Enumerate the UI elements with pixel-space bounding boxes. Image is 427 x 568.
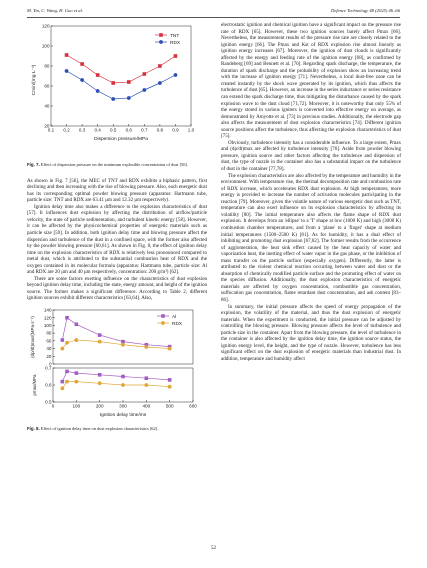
- fig7-x-tick-label: 0.3: [78, 127, 86, 133]
- fig7-point-rdx: [111, 97, 115, 101]
- fig8-bottom-y-tick-label: 0.6: [45, 382, 52, 388]
- fig7-y-axis-label: Cmin/(mg·L⁻¹): [32, 64, 37, 96]
- fig7-point-rdx: [96, 89, 100, 93]
- fig7-y-tick-label: 120: [41, 23, 50, 29]
- fig7-point-tnt: [96, 73, 100, 77]
- fig7-point-rdx: [80, 78, 84, 82]
- fig8-x-tick-label: 400: [142, 403, 151, 409]
- fig7-point-tnt: [127, 80, 131, 84]
- fig7-x-tick-label: 0.7: [141, 127, 148, 133]
- fig8-bottom-point-al: [168, 378, 172, 382]
- fig8-bottom-point-al: [145, 376, 149, 380]
- fig8-top-point-rdx: [98, 340, 102, 344]
- fig8-top-point-rdx: [144, 345, 148, 349]
- fig7-point-tnt: [65, 53, 69, 57]
- left-paragraph-2: Ignition delay time also makes a difference to the explosion characteristics of dust [57]. It influences dust explosion by affecting the distribution of airflow/particle velocity, the state of particle sedimentation, and turbulent kinetic energy [58]. However, it can be affected by the physicochemical properties of energetic materials such as particle size [59]. In addition, both ignition delay time and blowing pressure affect the dispersion and turbulence of the dust in a confined space, with the former also affected by the powder blowing pressure [60,61]. As shown in Fig. 8, the effect of ignition delay time on the explosion characteristics of RDX is relatively less pronounced compared to metal dust, which is attributed to the substantial combustion heat of RDX and the oxygen contained in its molecular formula (apparatus: Hartmann tube, particle size: Al and RDX are 20 μm and 40 μm respectively, concentration: 200 g/m³) [62].: [27, 203, 207, 276]
- fig8-top-y-label: (dp/dt)max/(MPa·s⁻¹): [30, 316, 35, 358]
- fig8-bottom-y-tick-label: 0.5: [45, 399, 52, 405]
- fig8-x-tick-label: 0: [51, 403, 55, 409]
- fig7-x-tick-label: 0.8: [156, 127, 164, 133]
- fig7-point-rdx: [65, 69, 69, 73]
- fig7-y-tick-label: 80: [44, 63, 50, 69]
- fig8-top-point-al: [75, 322, 79, 326]
- left-column: [27, 22, 207, 432]
- fig8-top-point-rdx: [65, 341, 69, 345]
- header-journal: Defence Technology 48 (2025) 46–66: [331, 8, 400, 13]
- left-paragraph-3: There are some factors exerting influence on the characteristics of dust explosion beyond ignition delay time, including the state, energy amount, and height of the ignition source. The former makes a significant difference. According to Table 2, different ignition sources exhibit different characteristics [63,64]. Also,: [27, 275, 207, 302]
- fig8-legend: [157, 314, 183, 327]
- fig8-top-point-rdx: [121, 343, 125, 347]
- fig7-caption-text: Effect of dispersion pressure on the minimum explosible concentration of dust [56].: [40, 162, 189, 167]
- fig8-legend-rdx: RDX: [172, 321, 183, 327]
- fig7-caption-label: Fig. 7.: [27, 162, 40, 167]
- fig8-top-series-line-rdx: [62, 340, 169, 348]
- fig7-point-tnt: [143, 72, 147, 76]
- fig8-top-point-al: [65, 316, 69, 320]
- fig8-x-tick-label: 100: [72, 403, 81, 409]
- fig8-top-point-rdx: [60, 347, 64, 351]
- fig7-legend-rdx: RDX: [170, 40, 181, 46]
- figure-7-caption: [27, 162, 207, 168]
- fig8-legend-al: Al: [172, 314, 177, 320]
- fig8-bottom-series-line-al: [62, 371, 169, 381]
- fig8-x-tick-label: 500: [165, 403, 174, 409]
- fig7-point-tnt: [111, 81, 115, 85]
- fig7-point-tnt: [80, 62, 84, 66]
- fig8-bottom-point-al: [65, 370, 69, 374]
- left-paragraph-1: As shown in Fig. 7 [56], the MEC of TNT and RDX exhibits a biphasic pattern, first declining and then increasing with the rise of blowing pressure. Also, each energetic dust has its corresponding optimal powder blowing pressure (apparatus: Hartmann tube, particle size: TNT and RDX are 63.41 μm and 12.32 μm respectively).: [27, 177, 207, 204]
- fig8-bottom-point-rdx: [144, 383, 148, 387]
- fig8-top-series-line-al: [62, 318, 169, 347]
- fig7-x-tick-label: 0.1: [47, 127, 55, 133]
- fig8-bottom-point-rdx: [60, 386, 64, 390]
- fig8-top-y-tick-label: 120: [43, 315, 52, 321]
- fig8-bottom-point-rdx: [74, 380, 78, 384]
- fig8-top-y-tick-label: 80: [46, 330, 52, 336]
- fig8-bottom-point-rdx: [98, 381, 102, 385]
- fig7-x-tick-label: 1.0: [187, 127, 195, 133]
- right-paragraph-4: In summary, the initial pressure affects the speed of energy propagation of the explosion, the volatility of the material, and thus the dust explosion of energetic materials. When the experiment is conducted, the initial pressure can be adjusted by controlling the blowing pressure. Blowing pressure affects the level of turbulence and particle size in the container. Apart from the blowing pressure, the level of turbulence in the container is also affected by the ignition delay time, the ignition source status, the ignition energy level, the height, and the type of nozzle. However, turbulence has less significant effect on the dust explosion of energetic materials than industrial dust. In addition, temperature and humidity affect: [221, 303, 401, 362]
- page-number: 52: [211, 546, 216, 551]
- fig8-bottom-point-al: [98, 373, 102, 377]
- fig8-bottom-point-rdx: [65, 380, 69, 384]
- fig7-x-axis-label: Dispersion pressure/MPa: [94, 137, 148, 142]
- fig8-top-y-tick-label: 140: [43, 307, 52, 313]
- fig7-point-tnt: [174, 54, 178, 58]
- fig7-series-line-rdx: [67, 71, 176, 99]
- fig7-y-tick-label: 40: [44, 103, 50, 109]
- fig8-x-tick-label: 600: [189, 403, 197, 409]
- fig7-point-rdx: [142, 88, 146, 92]
- fig7-y-tick-label: 60: [44, 83, 50, 89]
- fig8-top-point-rdx: [168, 347, 172, 351]
- fig7-point-tnt: [158, 64, 162, 68]
- fig8-x-tick-label: 200: [95, 403, 104, 409]
- fig8-x-axis-label: Ignition delay time/ms: [99, 412, 147, 418]
- fig8-bottom-point-al: [61, 380, 65, 384]
- fig7-x-tick-label: 0.4: [94, 127, 101, 133]
- fig7-y-tick-label: 100: [41, 43, 50, 49]
- fig7-x-tick-label: 0.5: [110, 127, 117, 133]
- fig7-legend: [155, 33, 181, 46]
- fig7-y-tick-label: 20: [44, 123, 50, 129]
- fig7-point-rdx: [158, 81, 162, 85]
- right-paragraph-3: The explosion characteristics are also affected by the temperature and humidity in the environment. With temperature rise, the thermal decomposition rate and combustion rate of RDX increase, which accelerates RDX dust explosion. At high temperatures, more energy is provided to increase the number of activation molecules participating in the reaction [79]. Moreover, given the volatile nature of various energetic dust such as TNT, temperature can also exert influence on its explosion characteristics by affecting its volatility [80]. The initial temperature also affects the flame shape of RDX dust explosion. It develops from an 'ellipse' to a 'T' shape at low (1000 K) and high (3000 K) combustion chamber temperatures, and from a 'plane' to a 'finger' shape at medium initial temperatures (1500–2500 K) [81]. As for humidity, it has a dual effect of inhibiting and promoting dust explosion [67,82]. The former results from the occurrence of agglomeration, the heat sink effect caused by the heat capacity of water and vaporization heat, the inerting effect of water vapor in the gas phase, or the inhibition of mass transfer on the particle surface (especially oxygen). Differently, the latter is attributed to the violent chemical reaction occurring between water and dust or the absorption of chemically modified particle surface and the promoting effect of water on the species diffusion. Additionally, the dust explosion characteristics of energetic materials are affected by oxygen concentration, combustible gas concentration, suffocation gas concentration, flame retardant dust concentration, and ash content [83–86].: [221, 172, 401, 303]
- figure-8-chart: [27, 306, 207, 424]
- fig7-x-tick-label: 0.6: [125, 127, 132, 133]
- right-paragraph-1: electrostatic ignition and chemical ignition have a significant impact on the pressure rise rate of RDX [65]. However, these two ignition sources barely affect Pmax [66]. Nevertheless, the measurement results of the pressure rise rate are closely related to the ignition energy [66]. The Pmax and Kst of RDX explosion rise almost linearly as ignition energy increases [67]. Moreover, the ignition of dust clouds is significantly affected by the energy and feeding rate of the ignition energy [68], as confirmed by Randeberg [69] and Bennett et al. [70]. Regarding spark discharge, the temperature, the duration of spark discharge and the probability of explosion show an increasing trend with the increase of ignition energy [71]. Nevertheless, a local dust-free zone can be created instantly by the shock wave generated by its ignition, which thus affects the turbulence of dust [65]. However, an increase in the series inductance or series resistance can extend the spark discharge time, thus mitigating the disturbance caused by the spark explosion wave to the dust cloud [71,72]. Moreover, it is noteworthy that only 55% of the energy stored in various igniters is converted into effective energy on average, as demonstrated by Amyotte et al. [73] in previous studies. Additionally, the electrode gap also affects the measurement of dust explosion characteristics [74]. Different ignition source positions affect the turbulence, thus affecting the explosion characteristics of dust [75].: [221, 22, 401, 140]
- fig8-x-tick-label: 300: [119, 403, 127, 409]
- fig7-point-rdx: [127, 96, 131, 100]
- header-authors: M. Yin, C. Wang, H. Guo et al.: [27, 8, 84, 13]
- fig8-top-y-tick-label: 60: [46, 338, 52, 344]
- fig8-bottom-point-rdx: [121, 383, 125, 387]
- fig7-point-rdx: [174, 73, 178, 77]
- fig8-bottom-y-tick-label: 0.7: [45, 365, 52, 371]
- right-paragraph-2: Obviously, turbulence intensity has a considerable influence. To a large extent, Pmax and (dp/dt)max are affected by turbulence intensity [76]. Aside from powder blowing pressure, ignition source and other factors affecting the turbulence and dispersion of dust, the type of nozzle in the container also has a substantial impact on the turbulence of dust in the container [77,78].: [221, 139, 401, 173]
- fig8-bottom-series-line-rdx: [62, 382, 169, 389]
- figure-8-caption: [27, 426, 207, 432]
- fig8-bottom-point-al: [121, 375, 125, 379]
- fig8-top-point-rdx: [74, 338, 78, 342]
- fig8-top-y-tick-label: 40: [46, 346, 52, 352]
- fig7-legend-tnt: TNT: [170, 33, 180, 39]
- fig8-bottom-point-rdx: [168, 385, 172, 389]
- fig8-caption-label: Fig. 8.: [27, 425, 40, 431]
- fig8-top-point-al: [61, 338, 65, 342]
- figure-7-chart: [27, 22, 207, 160]
- fig8-caption-text: Effect of ignition delay time on dust explosion characteristics [62].: [40, 425, 159, 431]
- right-column: [221, 22, 401, 362]
- fig8-top-y-tick-label: 100: [43, 323, 52, 329]
- fig8-top-y-tick-label: 20: [46, 353, 52, 359]
- fig8-bottom-y-label: pmax/MPa: [32, 374, 37, 396]
- fig8-top-point-al: [98, 333, 102, 337]
- fig8-top-y-tick-label: 0: [48, 361, 52, 367]
- fig7-x-tick-label: 0.2: [63, 127, 70, 133]
- header-rule: [27, 17, 400, 18]
- fig8-bottom-point-al: [75, 371, 79, 375]
- fig7-x-tick-label: 0.9: [172, 127, 179, 133]
